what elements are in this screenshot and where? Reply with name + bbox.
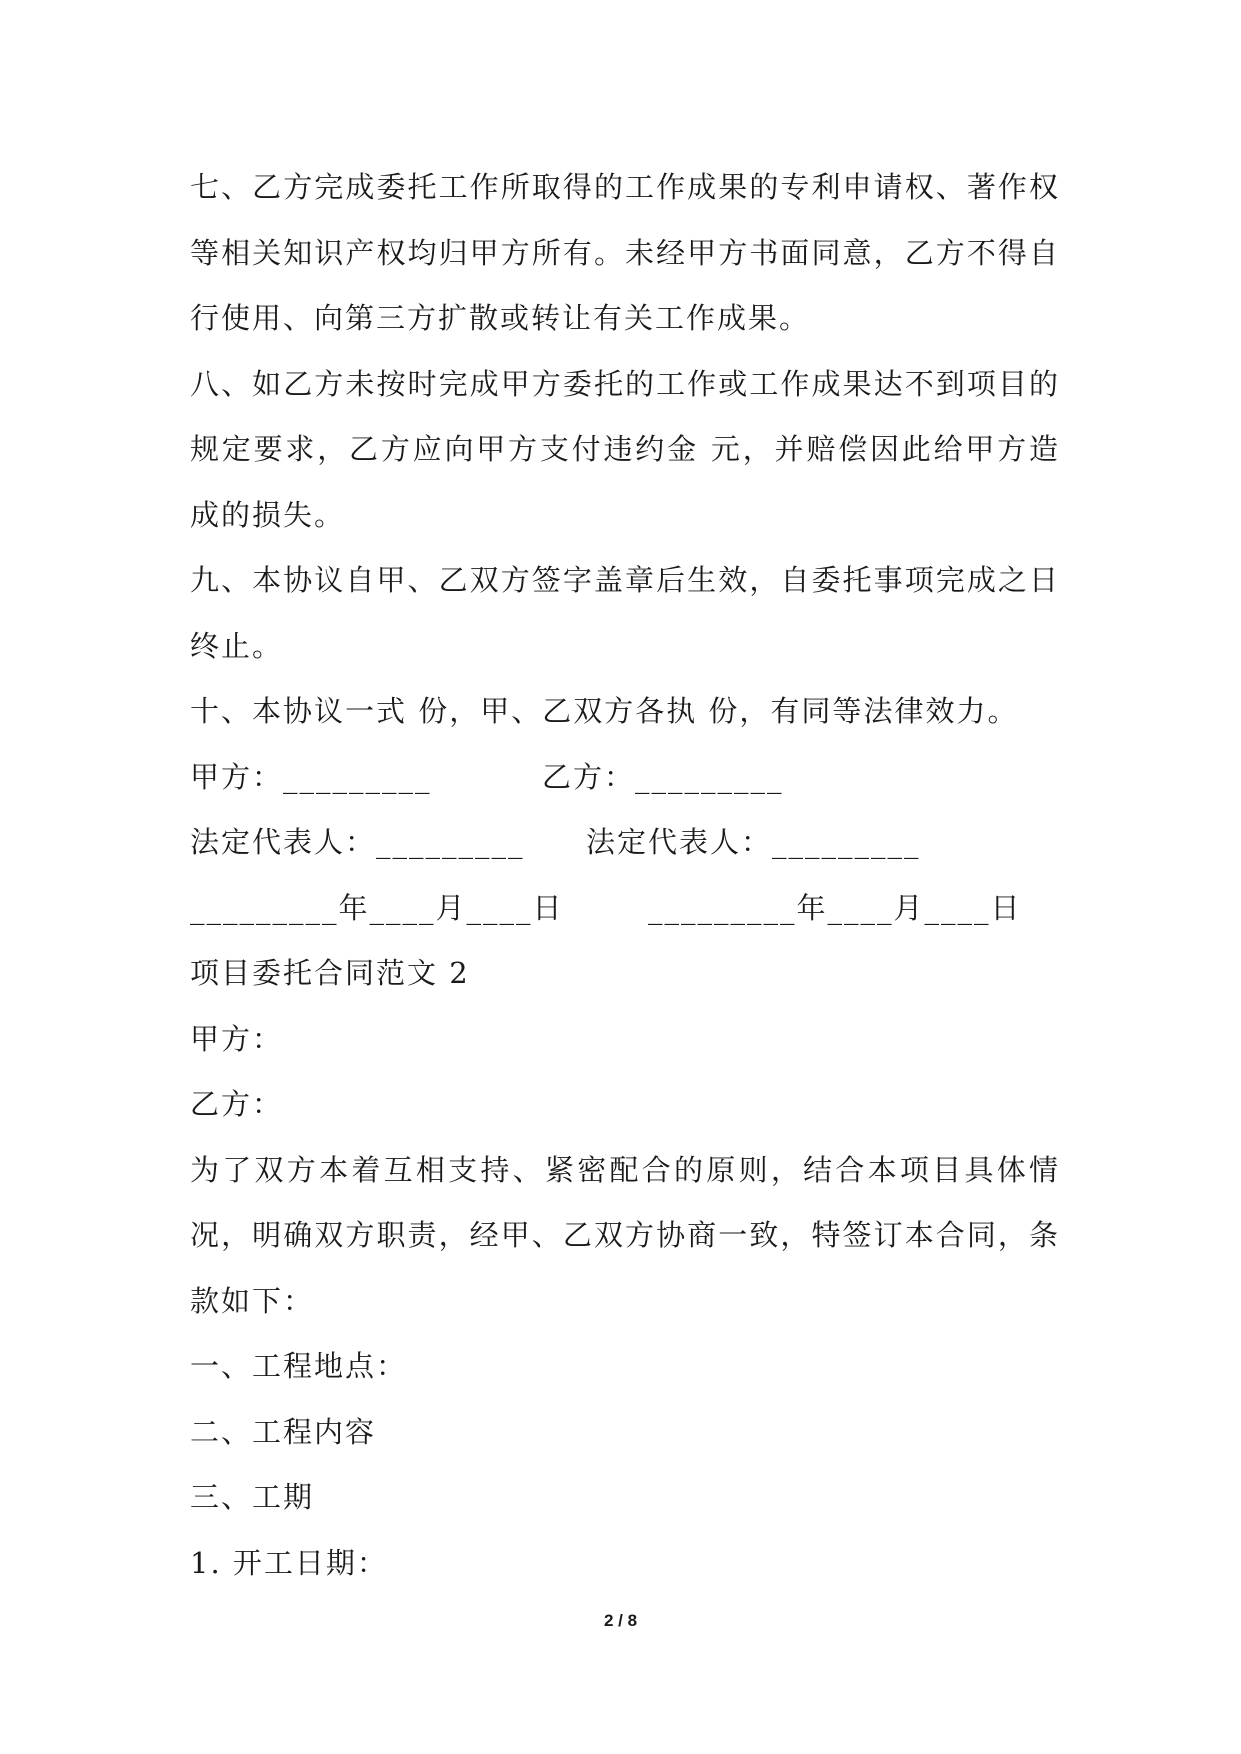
party-a-signature: 甲方：_________ [190,759,432,794]
page-number: 2 / 8 [603,1611,638,1630]
contract-2-item-start-date: 1. 开工日期： [190,1545,388,1580]
party-a-date: _________年____月____日 [190,890,564,925]
contract-2-party-a: 甲方： [190,1021,284,1056]
signature-row-representative [190,810,1060,876]
party-b-representative: 法定代表人：_________ [586,825,921,859]
contract-2-item-content: 二、工程内容 [190,1414,377,1449]
clause-seven: 七、乙方完成委托工作所取得的工作成果的专利申请权、著作权等相关知识产权均归甲方所有。未经甲方书面同意，乙方不得自行使用、向第三方扩散或转让有关工作成果。 [190,170,1060,335]
party-a-representative: 法定代表人：_________ [190,825,525,859]
clause-nine: 九、本协议自甲、乙双方签字盖章后生效，自委托事项完成之日终止。 [190,563,1060,663]
contract-2-intro: 为了双方本着互相支持、紧密配合的原则，结合本项目具体情况，明确双方职责，经甲、乙双方协商一致，特签订本合同，条款如下： [190,1152,1060,1318]
party-b-signature: 乙方：_________ [542,759,784,794]
page-content [190,155,1060,1596]
signature-row-party [190,745,1060,811]
clause-eight: 八、如乙方未按时完成甲方委托的工作或工作成果达不到项目的规定要求，乙方应向甲方支付违约金 元，并赔偿因此给甲方造成的损失。 [190,366,1060,532]
contract-2-title: 项目委托合同范文 2 [190,956,470,990]
contract-2-item-location: 一、工程地点： [190,1349,408,1383]
contract-2-party-b: 乙方： [190,1087,284,1121]
party-b-date: _________年____月____日 [648,890,1022,925]
contract-2-item-duration: 三、工期 [190,1480,315,1514]
clause-ten: 十、本协议一式 份，甲、乙双方各执 份，有同等法律效力。 [190,694,1019,728]
signature-row-date [190,876,1060,942]
